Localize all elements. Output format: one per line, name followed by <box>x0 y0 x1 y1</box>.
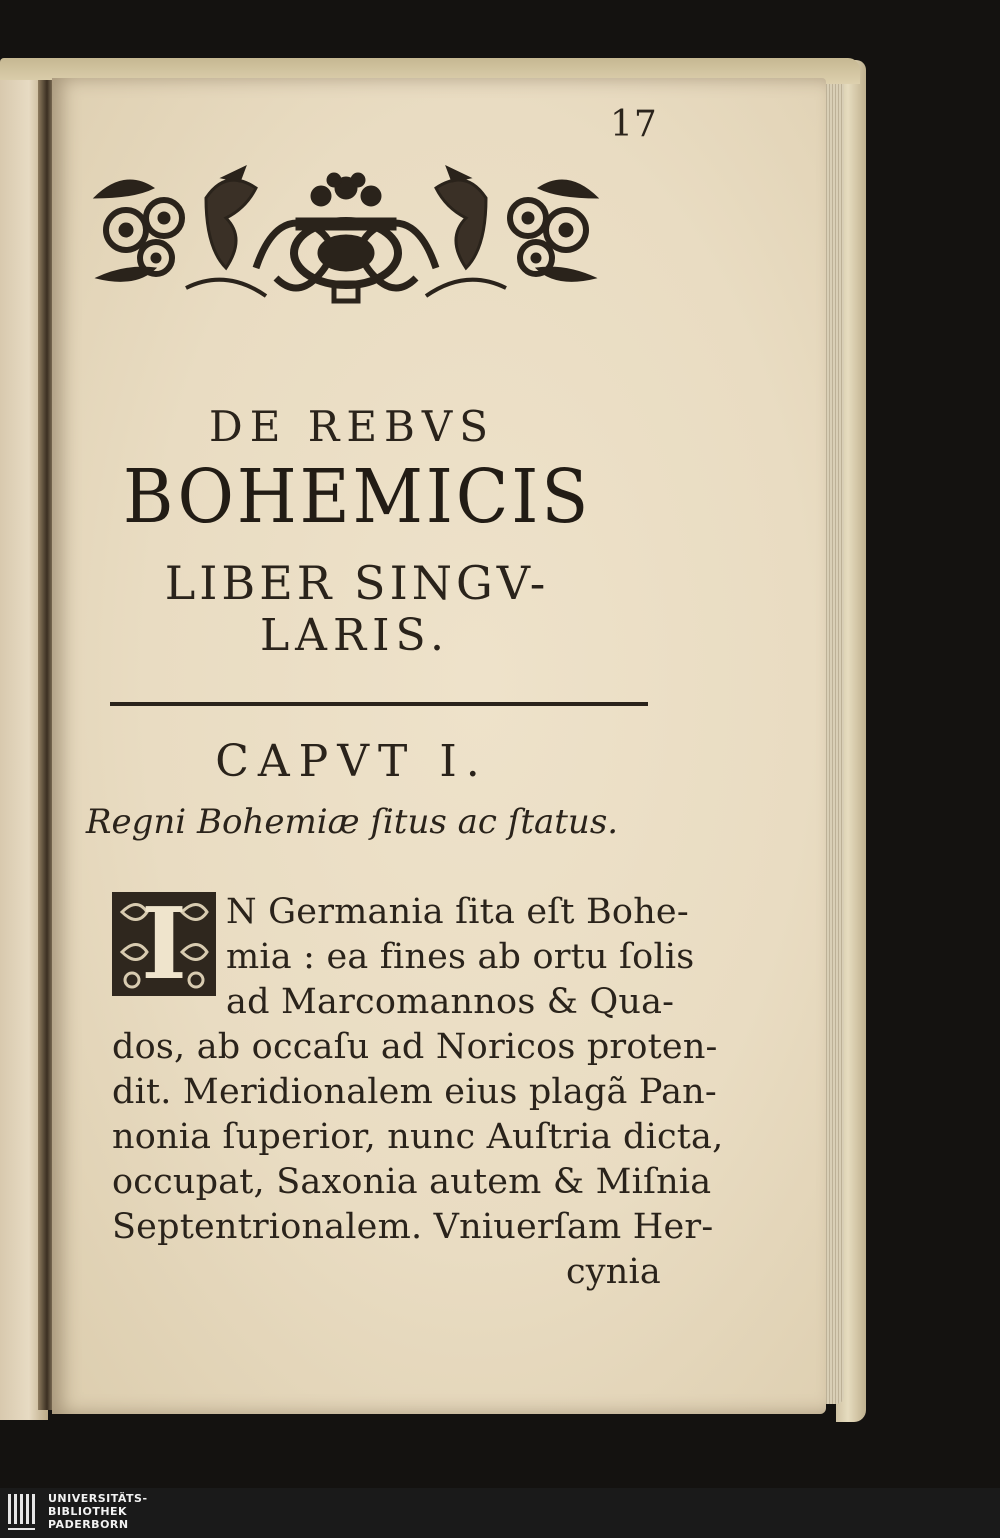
body-line: dos, ab occaſu ad Noricos proten- <box>112 1027 718 1067</box>
footer-line: PADERBORN <box>48 1518 129 1531</box>
chapter-heading: CAPVT I. <box>215 736 489 787</box>
body-line: ad Marcomannos & Qua- <box>226 982 675 1022</box>
library-barcode-logo-icon <box>8 1492 38 1534</box>
body-line: Septentrionalem. Vniuerſam Her- <box>112 1207 714 1247</box>
headpiece-ornament-icon <box>86 158 606 306</box>
body-line: N Germania ſita eſt Bohe- <box>226 892 689 932</box>
chapter-subtitle: Regni Bohemiæ ſitus ac ſtatus. <box>85 802 619 842</box>
title-line-1: DE REBVS <box>209 402 495 451</box>
drop-cap-ornament <box>112 887 216 1002</box>
page-number: 17 <box>610 104 658 145</box>
body-line: mia : ea fines ab ortu ſolis <box>226 937 695 977</box>
footer-line: UNIVERSITÄTS- <box>48 1492 148 1505</box>
title-line-2: BOHEMICIS <box>122 454 592 540</box>
body-line: nonia ſuperior, nunc Auſtria dicta, <box>112 1117 724 1157</box>
body-line: dit. Meridionalem eius plagã Pan- <box>112 1072 717 1112</box>
drop-cap-letter: I <box>141 887 187 1002</box>
title-line-4: LARIS. <box>259 610 451 661</box>
horizontal-rule <box>110 702 648 706</box>
title-line-3: LIBER SINGV- <box>164 556 550 610</box>
footer-line: BIBLIOTHEK <box>48 1505 128 1518</box>
body-line: cynia <box>566 1252 661 1292</box>
body-line: occupat, Saxonia autem & Miſnia <box>112 1162 712 1202</box>
library-footer-bar <box>0 1488 1000 1538</box>
